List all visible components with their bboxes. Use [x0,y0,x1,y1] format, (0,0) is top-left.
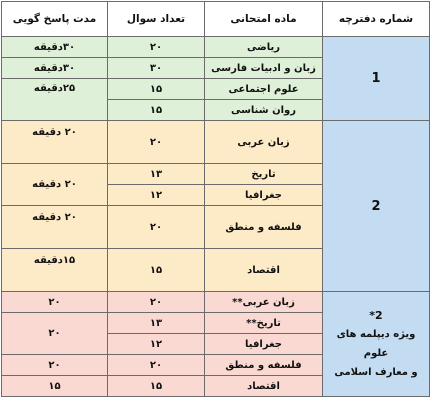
time-cell: ۱۵دقیقه [2,249,108,292]
time-cell: ۲۰ دقیقه [2,206,108,249]
subject-cell: ریاضی [205,37,323,58]
time-cell: ۲۰ دقیقه [2,121,108,164]
time-cell: ۲۰ [2,292,108,313]
exam-table [1,1,430,397]
time-cell: ۲۰ دقیقه [2,164,108,206]
count-cell: ۳۰ [108,58,205,79]
count-cell: ۲۰ [108,37,205,58]
time-cell: ۳۰دقیقه [2,37,108,58]
subject-cell: جغرافیا [205,334,323,355]
exam-schedule [1,1,430,397]
count-cell: ۱۳ [108,313,205,334]
count-cell: ۱۵ [108,79,205,100]
subject-cell: علوم اجتماعی [205,79,323,100]
subject-cell: اقتصاد [205,249,323,292]
subject-cell: زبان و ادبیات فارسی [205,58,323,79]
booklet-number: 1 [371,71,381,86]
table-row [2,121,430,164]
subject-cell: فلسفه و منطق [205,206,323,249]
booklet-2 [323,121,430,292]
subject-cell: زبان عربی [205,121,323,164]
table-row [2,37,430,58]
header-subject: ماده امتحانی [205,2,323,37]
time-cell: ۲۰ [2,355,108,376]
subject-cell: فلسفه و منطق [205,355,323,376]
subject-cell: تاریخ [205,164,323,185]
subject-cell: اقتصاد [205,376,323,397]
subject-cell: زبان عربی** [205,292,323,313]
count-cell: ۱۵ [108,249,205,292]
time-cell: ۲۵دقیقه [2,79,108,121]
header-answer-time: مدت پاسخ گویی [2,2,108,37]
count-cell: ۱۵ [108,100,205,121]
booklet-note: و معارف اسلامی [334,367,418,378]
booklet-1 [323,37,430,121]
subject-cell: جغرافیا [205,185,323,206]
booklet-2-special [323,292,430,397]
count-cell: ۲۰ [108,292,205,313]
booklet-number: 2* [369,309,383,322]
time-cell: ۱۵ [2,376,108,397]
count-cell: ۲۰ [108,121,205,164]
booklet-note: ویژه دیپلمه های علوم [336,329,416,359]
time-cell: ۳۰دقیقه [2,58,108,79]
subject-cell: تاریخ** [205,313,323,334]
count-cell: ۲۰ [108,206,205,249]
table-row [2,292,430,313]
header-question-count: تعداد سوال [108,2,205,37]
count-cell: ۱۲ [108,334,205,355]
count-cell: ۱۵ [108,376,205,397]
header-row [2,2,430,37]
header-booklet: شماره دفترچه [323,2,430,37]
subject-cell: روان شناسی [205,100,323,121]
booklet-number: 2 [371,198,381,214]
count-cell: ۱۲ [108,185,205,206]
count-cell: ۱۳ [108,164,205,185]
count-cell: ۲۰ [108,355,205,376]
time-cell: ۲۰ [2,313,108,355]
